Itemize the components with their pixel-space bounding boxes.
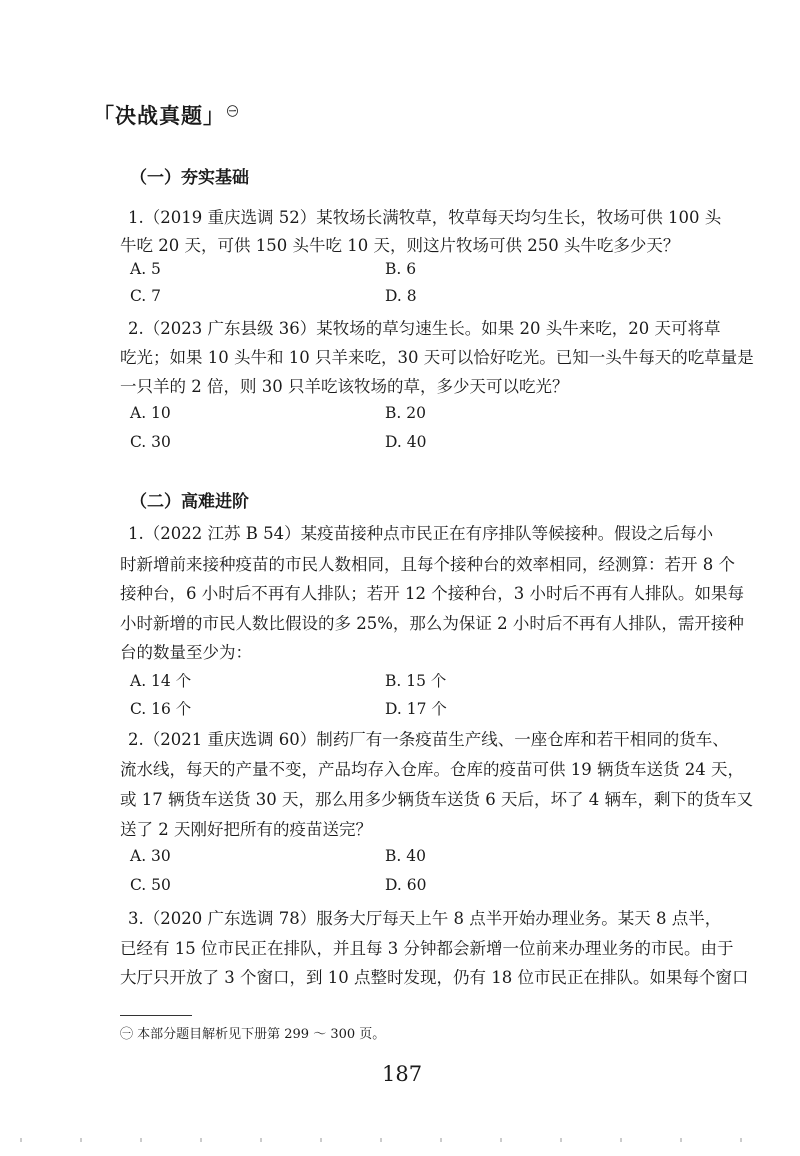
question-text: 牛吃 20 天，可供 150 头牛吃 10 天，则这片牧场可供 250 头牛吃多少天？: [120, 236, 680, 255]
footnote-marker: ㊀: [227, 105, 239, 118]
option-c: C. 50: [130, 876, 171, 894]
option-c: C. 30: [130, 433, 171, 451]
question-text: 流水线，每天的产量不变，产品均存入仓库。仓库的疫苗可供 19 辆货车送货 24 天，: [120, 760, 744, 779]
question-text: 接种台，6 小时后不再有人排队；若开 12 个接种台，3 小时后不再有人排队。如果每: [120, 584, 744, 603]
option-b: B. 20: [385, 404, 426, 422]
section-title-advanced: （二）高难进阶: [130, 492, 249, 512]
footnote: ㊀ 本部分题目解析见下册第 299 ～ 300 页。: [120, 1027, 386, 1042]
question-text: 或 17 辆货车送货 30 天，那么用多少辆货车送货 6 天后，坏了 4 辆车，剩下的货车又: [120, 790, 753, 809]
option-b: B. 6: [385, 260, 417, 278]
option-d: D. 8: [385, 287, 417, 305]
page-number: 187: [382, 1062, 423, 1086]
question-text: 一只羊的 2 倍，则 30 只羊吃该牧场的草，多少天可以吃光？: [120, 377, 569, 396]
page-heading: [93, 100, 239, 130]
section-title-basic: （一）夯实基础: [130, 168, 249, 188]
scan-artifacts: [20, 1138, 780, 1142]
option-d: D. 60: [385, 876, 427, 894]
question-text: 1.（2022 江苏 B 54）某疫苗接种点市民正在有序排队等候接种。假设之后每小: [128, 524, 714, 543]
option-a: A. 14 个: [130, 672, 192, 690]
option-b: B. 40: [385, 847, 426, 865]
footnote-divider: [120, 1015, 192, 1016]
option-a: A. 10: [130, 404, 171, 422]
question-text: 3.（2020 广东选调 78）服务大厅每天上午 8 点半开始办理业务。某天 8 点半，: [128, 909, 722, 928]
question-text: 大厅只开放了 3 个窗口，到 10 点整时发现，仍有 18 位市民正在排队。如果每个窗口: [120, 968, 749, 987]
option-d: D. 17 个: [385, 700, 447, 718]
option-b: B. 15 个: [385, 672, 447, 690]
question-text: 送了 2 天刚好把所有的疫苗送完？: [120, 820, 372, 839]
question-text: 2.（2021 重庆选调 60）制药厂有一条疫苗生产线、一座仓库和若干相同的货车、: [128, 730, 729, 749]
option-a: A. 30: [130, 847, 171, 865]
question-text: 小时新增的市民人数比假设的多 25%，那么为保证 2 小时后不再有人排队，需开接种: [120, 614, 744, 633]
heading-text: 「决战真题」: [93, 104, 225, 128]
question-text: 时新增前来接种疫苗的市民人数相同，且每个接种台的效率相同，经测算：若开 8 个: [120, 555, 735, 574]
question-text: 台的数量至少为：: [120, 643, 252, 662]
option-c: C. 7: [130, 287, 162, 305]
question-text: 2.（2023 广东县级 36）某牧场的草匀速生长。如果 20 头牛来吃，20 天可将草: [128, 319, 721, 338]
question-text: 吃光；如果 10 头牛和 10 只羊来吃，30 天可以恰好吃光。已知一头牛每天的吃草量是: [120, 348, 754, 367]
option-d: D. 40: [385, 433, 427, 451]
option-a: A. 5: [130, 260, 161, 278]
question-text: 已经有 15 位市民正在排队，并且每 3 分钟都会新增一位前来办理业务的市民。由于: [120, 939, 734, 958]
question-text: 1.（2019 重庆选调 52）某牧场长满牧草，牧草每天均匀生长，牧场可供 100 头: [128, 208, 722, 227]
option-c: C. 16 个: [130, 700, 192, 718]
